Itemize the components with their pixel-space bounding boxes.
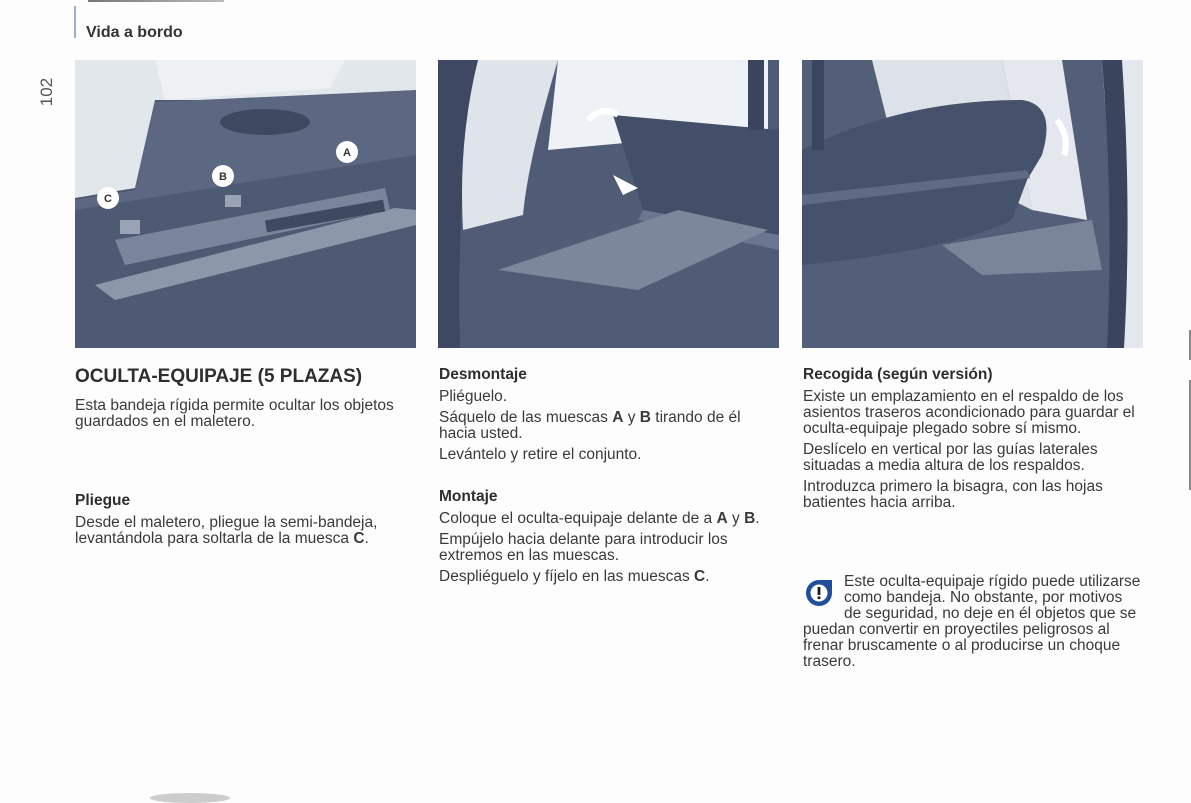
svg-text:C: C [104, 193, 112, 205]
scan-artifact [150, 793, 230, 803]
warning-note [803, 574, 1143, 670]
photo-trunk-shelf-notches [75, 60, 416, 348]
svg-text:B: B [219, 171, 227, 183]
desmontaje-heading: Desmontaje [439, 366, 527, 383]
montaje-heading: Montaje [439, 488, 498, 505]
label-b-icon [212, 165, 234, 187]
warning-text: Este oculta-equipaje rígido puede utilizarse como bandeja. No obstante, por motivos de seguridad, no deje en él objetos que se puedan convertir en proyectiles peligrosos al frenar bruscamente o al producirse un choque trasero. [803, 573, 1141, 670]
intro-text: Esta bandeja rígida permite ocultar los objetos guardados en el maletero. [75, 397, 394, 430]
recogida-text-3: Introduzca primero la bisagra, con las hojas batientes hacia arriba. [803, 478, 1103, 511]
top-rule [88, 0, 224, 2]
column-intro [75, 366, 420, 552]
page-heading: OCULTA-EQUIPAJE (5 PLAZAS) [75, 366, 363, 387]
desmontaje-step-2: Sáquelo de las muescas A y B tirando de él hacia usted. [439, 409, 741, 442]
montaje-step-2: Empújelo hacia delante para introducir los extremos en las muescas. [439, 531, 728, 564]
photo-shelf-storage [802, 60, 1143, 348]
recogida-text-2: Deslícelo en vertical por las guías laterales situadas a media altura de los respaldos. [803, 441, 1098, 474]
montaje-step-3: Despliéguelo y fíjelo en las muescas C. [439, 568, 710, 585]
desmontaje-step-3: Levántelo y retire el conjunto. [439, 446, 642, 463]
column-recogida [803, 366, 1148, 516]
photo-shelf-removal [438, 60, 779, 348]
recogida-text-1: Existe un emplazamiento en el respaldo de los asientos traseros acondicionado para guardar el oculta-equipaje plegado sobre sí mismo. [803, 388, 1135, 437]
desmontaje-step-1: Pliéguelo. [439, 388, 508, 405]
warning-icon [804, 578, 834, 608]
label-a-icon [336, 141, 358, 163]
section-marker [74, 6, 76, 38]
recogida-heading: Recogida (según versión) [803, 366, 993, 383]
montaje-step-1: Coloque el oculta-equipaje delante de a A y B. [439, 510, 760, 527]
page-number: 102 [37, 77, 56, 107]
svg-text:A: A [343, 147, 351, 159]
column-desmontaje-montaje [439, 366, 779, 590]
pliegue-text: Desde el maletero, pliegue la semi-bandeja, levantándola para soltarla de la muesca C. [75, 514, 378, 547]
label-c-icon [97, 187, 119, 209]
pliegue-heading: Pliegue [75, 492, 131, 509]
section-title: Vida a bordo [86, 24, 183, 41]
